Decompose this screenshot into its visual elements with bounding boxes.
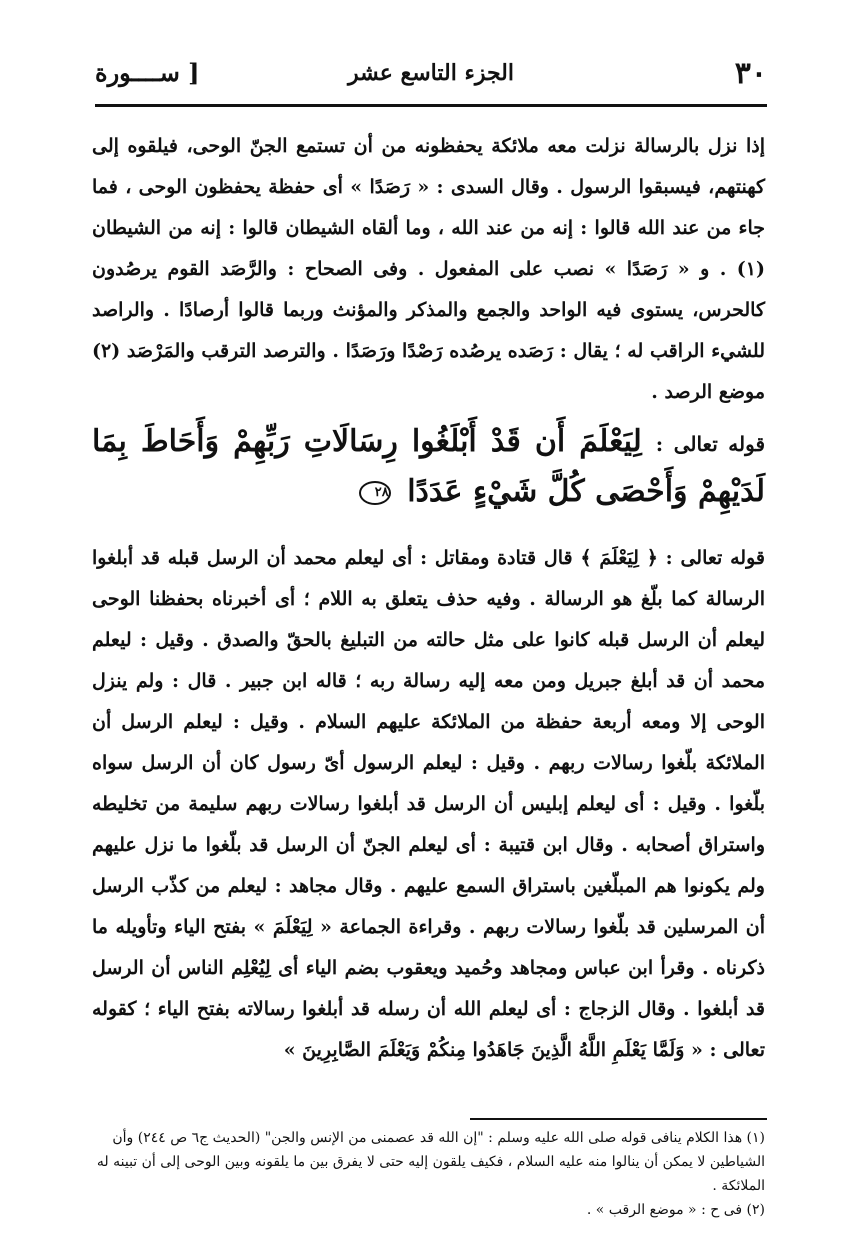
quran-verse: [92, 418, 765, 516]
footnotes: [92, 1126, 765, 1222]
surah-label: [ ســــورة: [95, 58, 200, 87]
page-header: [95, 50, 767, 100]
header-divider: [95, 104, 767, 107]
commentary-paragraph-2: قوله تعالى : ﴿ لِيَعْلَمَ ﴾ قال قتادة ومقاتل : أى ليعلم محمد أن الرسل قبله قد أبلغوا الرسالة كما بلّغ هو الرسالة . وفيه حذف يتعلق به اللام ؛ أى أخبرناه بحفظنا الوحى ليعلم أن الرسل قبله كانوا على مثل حالته من التبليغ بالحقّ والصدق . وقيل : ليعلم محمد أن قد أبلغ جبريل ومن معه إليه رسالة ربه ؛ قاله ابن جبير . قال : ولم ينزل الوحى إلا ومعه أربعة حفظة من الملائكة عليهم السلام . وقيل : ليعلم الرسل أن الملائكة بلّغوا رسالات ربهم . وقيل : ليعلم الرسول أىّ رسول كان أن الرسل سواه بلّغوا . وقيل : أى ليعلم إبليس أن الرسل قد أبلغوا رسالات ربهم سليمة من تخليطه واستراق أصحابه . وقال ابن قتيبة : أى ليعلم الجنّ أن الرسل قد بلّغوا ما نزل عليهم ولم يكونوا هم المبلّغين باستراق السمع عليهم . وقال مجاهد : ليعلم من كذّب الرسل أن المرسلين قد بلّغوا رسالات ربهم . وقراءة الجماعة « لِيَعْلَمَ » بفتح الياء وتأويله ما ذكرناه . وقرأ ابن عباس ومجاهد وحُميد ويعقوب بضم الياء أى لِيُعْلِم الناس أن الرسل قد أبلغوا . وقال الزجاج : أى ليعلم الله أن رسله قد أبلغوا رسالاته بفتح الياء ؛ كقوله تعالى : « وَلَمَّا يَعْلَمِ اللَّهُ الَّذِينَ جَاهَدُوا مِنكُمْ وَيَعْلَمَ الصَّابِرِينَ »: [92, 547, 765, 1061]
ayah-number-marker: ٢٨: [359, 481, 391, 505]
verse-text: لِيَعْلَمَ أَن قَدْ أَبْلَغُوا رِسَالَاتِ رَبِّهِمْ وَأَحَاطَ بِمَا لَدَيْهِمْ وَأَحْصَى كُلَّ شَيْءٍ عَدَدًا: [92, 424, 765, 509]
page-number: ٣٠: [734, 56, 767, 91]
running-title: الجزء التاسع عشر: [347, 60, 514, 86]
footnote-2: (٢) فى ح : « موضع الرقب » .: [586, 1202, 765, 1218]
verse-lead: قوله تعالى :: [655, 432, 765, 456]
commentary-paragraph-1: إذا نزل بالرسالة نزلت معه ملائكة يحفظونه من أن تستمع الجنّ الوحى، فيلقوه إلى كهنتهم، فيسبقوا الرسول . وقال السدى : « رَصَدًا » أى حفظة يحفظون الوحى ، فما جاء من عند الله قالوا : إنه من عند الله ، وما ألقاه الشيطان قالوا : إنه من الشيطان (١) . و « رَصَدًا » نصب على المفعول . وفى الصحاح : والرَّصَد القوم يرصُدون كالحرس، يستوى فيه الواحد والجمع والمذكر والمؤنث وربما قالوا أرصادًا . والراصد للشيء الراقب له ؛ يقال : رَصَده يرصُده رَصْدًا ورَصَدًا . والترصد الترقب والمَرْصَد (٢) موضع الرصد .: [92, 135, 765, 403]
footnote-1: (١) هذا الكلام ينافى قوله صلى الله عليه وسلم : "إن الله قد عصمنى من الإنس والجن" (الحديث ج٦ ص ٢٤٤) وأن الشياطين لا يمكن أن ينالوا منه عليه السلام ، فكيف يلقون إليه حتى لا يفرق بين ما يلقونه وبين الوحى إلى أن تبينه له الملائكة .: [96, 1130, 765, 1194]
footnote-divider: [470, 1118, 767, 1120]
